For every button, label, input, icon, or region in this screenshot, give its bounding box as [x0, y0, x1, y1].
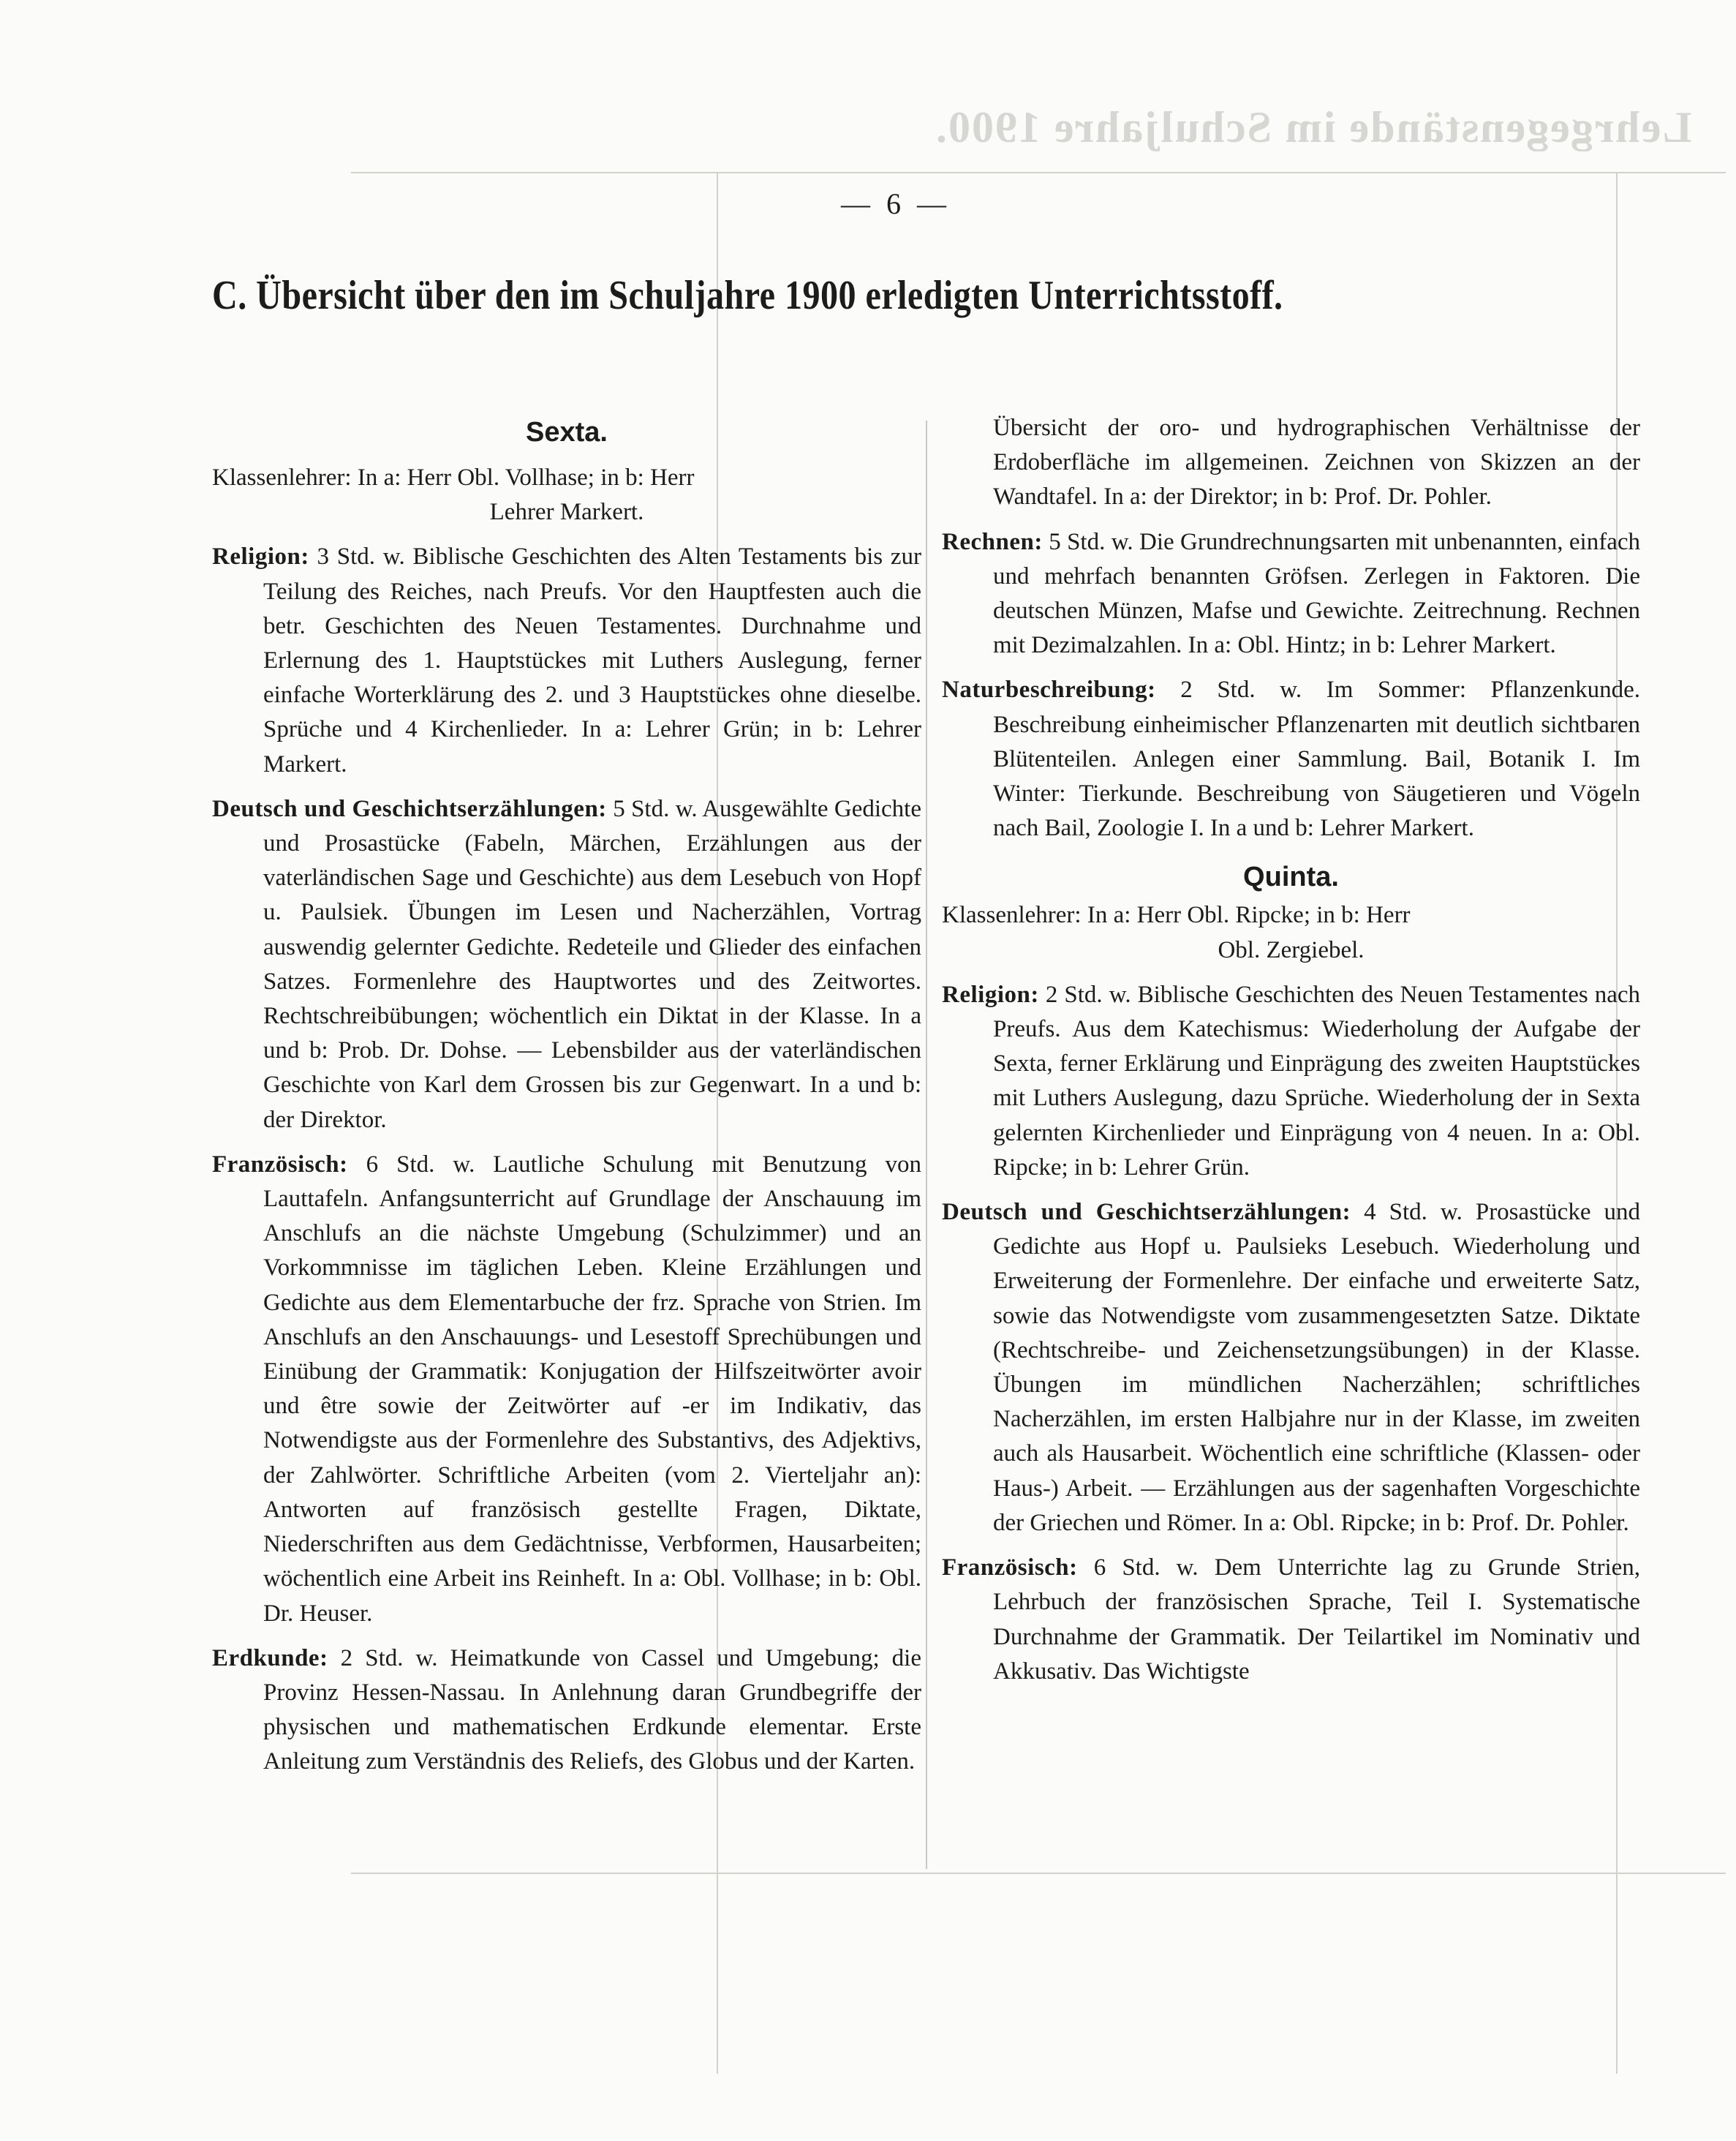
subject-text: 2 Std. w. Heimatkunde von Cassel und Umgebung; die Provinz Hessen-Nassau. In Anlehnung daran Grundbegriffe der physischen und mathematischen Erdkunde elementar. Erste Anleitung zum Verständnis des Reliefs, des Globus und der Karten. — [263, 1644, 922, 1775]
bleed-rule — [351, 172, 1726, 173]
sexta-naturbeschreibung — [942, 673, 1640, 846]
bleed-through-title: Lehrgegenstände im Schuljahre 1900. — [935, 103, 1692, 151]
subject-label: Naturbeschreibung: — [942, 677, 1156, 704]
subject-text: 5 Std. w. Die Grundrechnungsarten mit unbenannten, einfach und mehrfach benannten Gröfsen. Zerlegen in Faktoren. Die deutschen Münzen, Mafse und Gewichte. Zeitrechnung. Rechnen mit Dezimalzahlen. In a: Obl. Hintz; in b: Lehrer Markert. — [993, 528, 1641, 659]
page-number: — 6 — — [841, 187, 951, 220]
sexta-erdkunde — [212, 1641, 921, 1780]
subject-label: Französisch: — [942, 1554, 1078, 1581]
sexta-deutsch — [212, 792, 921, 1137]
right-column — [942, 411, 1640, 1699]
text-cont: Obl. Zergiebel. — [1218, 936, 1365, 963]
subject-label: Religion: — [942, 981, 1039, 1008]
label: Klassenlehrer: — [942, 902, 1082, 929]
subject-text: 4 Std. w. Prosastücke und Gedichte aus Hopf u. Paulsieks Lesebuch. Wiederholung und Erweiterung der Formenlehre. Der einfache und erweiterte Satz, sowie das Notwendigste vom zusammengesetzten Satze. Diktate (Rechtschreibe- und Zeichensetzungsübungen) in der Klasse. Übungen im mündlichen Nacherzählen; schriftliches Nacherzählen, im ersten Halbjahre nur in der Klasse, im zweiten auch als Hausarbeit. Wöchentlich eine schriftliche (Klassen- oder Haus-) Arbeit. — Erzählungen aus der sagenhaften Vorgeschichte der Griechen und Römer. In a: Obl. Ripcke; in b: Prof. Dr. Pohler. — [993, 1199, 1640, 1536]
page-title: C. Übersicht über den im Schuljahre 1900 erledigten Unterrichtsstoff. — [212, 273, 1283, 318]
subject-text: 6 Std. w. Lautliche Schulung mit Benutzung von Lauttafeln. Anfangsunterricht auf Grundlage der Anschauung im Anschlufs an die nächste Umgebung (Schulzimmer) und an Vorkommnisse im täglichen Leben. Kleine Erzählungen und Gedichte aus dem Elementarbuche der frz. Sprache von Strien. Im Anschlufs an den Anschauungs- und Lesestoff Sprechübungen und Einübung der Grammatik: Konjugation der Hilfszeitwörter avoir und être sowie der Zeitwörter auf -er im Indikativ, das Notwendigste aus der Formenlehre des Substantivs, des Adjektivs, der Zahlwörter. Schriftliche Arbeiten (vom 2. Vierteljahr an): Antworten auf französisch gestellte Fragen, Diktate, Niederschriften aus dem Gedächtnisse, Verbformen, Hausarbeiten; wöchentlich eine Arbeit ins Reinheft. In a: Obl. Vollhase; in b: Obl. Dr. Heuser. — [263, 1151, 921, 1627]
subject-label: Französisch: — [212, 1151, 348, 1178]
subject-label: Deutsch und Geschichtserzählungen: — [212, 795, 607, 822]
label: Klassenlehrer: — [212, 464, 352, 491]
subject-label: Erdkunde: — [212, 1644, 328, 1671]
quinta-franzoesisch — [942, 1551, 1640, 1689]
subject-text: 6 Std. w. Dem Unterrichte lag zu Grunde Strien, Lehrbuch der französischen Sprache, Teil I. Systematische Durchnahme der Grammatik. Der Teilartikel im Nominativ und Akkusativ. Das Wichtigste — [993, 1554, 1641, 1685]
subject-text: 2 Std. w. Im Sommer: Pflanzenkunde. Beschreibung einheimischer Pflanzenarten mit deutlich sichtbaren Blütenteilen. Anlegen einer Sammlung. Bail, Botanik I. Im Winter: Tierkunde. Beschreibung von Säugetieren und Vögeln nach Bail, Zoologie I. In a und b: Lehrer Markert. — [993, 677, 1640, 842]
subject-text: 5 Std. w. Ausgewählte Gedichte und Prosastücke (Fabeln, Märchen, Erzählungen aus der vaterländischen Sage und Geschichte) aus dem Lesebuch von Hopf u. Paulsiek. Übungen im Lesen und Nacherzählen, Vortrag auswendig gelernter Gedichte. Redeteile und Glieder des einfachen Satzes. Formenlehre des Hauptwortes und des Zeitwortes. Rechtschreibübungen; wöchentlich ein Diktat in der Klasse. In a und b: Prob. Dr. Dohse. — Lebensbilder aus der vaterländischen Geschichte von Karl dem Grossen bis zur Gegenwart. In a und b: der Direktor. — [263, 795, 921, 1133]
sexta-erdkunde-continued: Übersicht der oro- und hydrographischen Verhältnisse der Erdoberfläche im allgemeinen. Zeichnen von Skizzen an der Wandtafel. In a: der Direktor; in b: Prof. Dr. Pohler. — [993, 415, 1640, 511]
sexta-rechnen — [942, 525, 1640, 663]
quinta-class-teacher — [942, 898, 1640, 967]
column-divider — [926, 421, 927, 1869]
section-heading-sexta: Sexta. — [526, 417, 608, 448]
text-cont: Lehrer Markert. — [489, 499, 644, 526]
text: In a: Herr Obl. Ripcke; in b: Herr — [1087, 902, 1411, 929]
left-column — [212, 411, 921, 1790]
quinta-deutsch — [942, 1195, 1640, 1540]
bleed-rule — [351, 1873, 1726, 1874]
subject-label: Religion: — [212, 543, 309, 571]
sexta-class-teacher — [212, 461, 921, 530]
text: In a: Herr Obl. Vollhase; in b: Herr — [357, 464, 695, 491]
quinta-religion — [942, 978, 1640, 1185]
section-heading-quinta: Quinta. — [1243, 862, 1339, 893]
subject-text: 3 Std. w. Biblische Geschichten des Alten Testaments bis zur Teilung des Reiches, nach Preufs. Vor den Hauptfesten auch die betr. Geschichten des Neuen Testamentes. Durchnahme und Erlernung des 1. Hauptstückes mit Luthers Auslegung, ferner einfache Worterklärung des 2. und 3 Hauptstückes ohne dieselbe. Sprüche und 4 Kirchenlieder. In a: Lehrer Grün; in b: Lehrer Markert. — [263, 543, 921, 778]
subject-label: Rechnen: — [942, 528, 1043, 555]
sexta-franzoesisch — [212, 1148, 921, 1631]
subject-text: 2 Std. w. Biblische Geschichten des Neuen Testamentes nach Preufs. Aus dem Katechismus: Wiederholung der Aufgabe der Sexta, ferner Erklärung und Einprägung des zweiten Hauptstückes mit Luthers Auslegung, dazu Sprüche. Wiederholung der in Sexta gelernten Kirchenlieder und Einprägung von 4 neuen. In a: Obl. Ripcke; in b: Lehrer Grün. — [993, 981, 1641, 1181]
sexta-religion — [212, 540, 921, 781]
subject-label: Deutsch und Geschichtserzählungen: — [942, 1199, 1351, 1226]
